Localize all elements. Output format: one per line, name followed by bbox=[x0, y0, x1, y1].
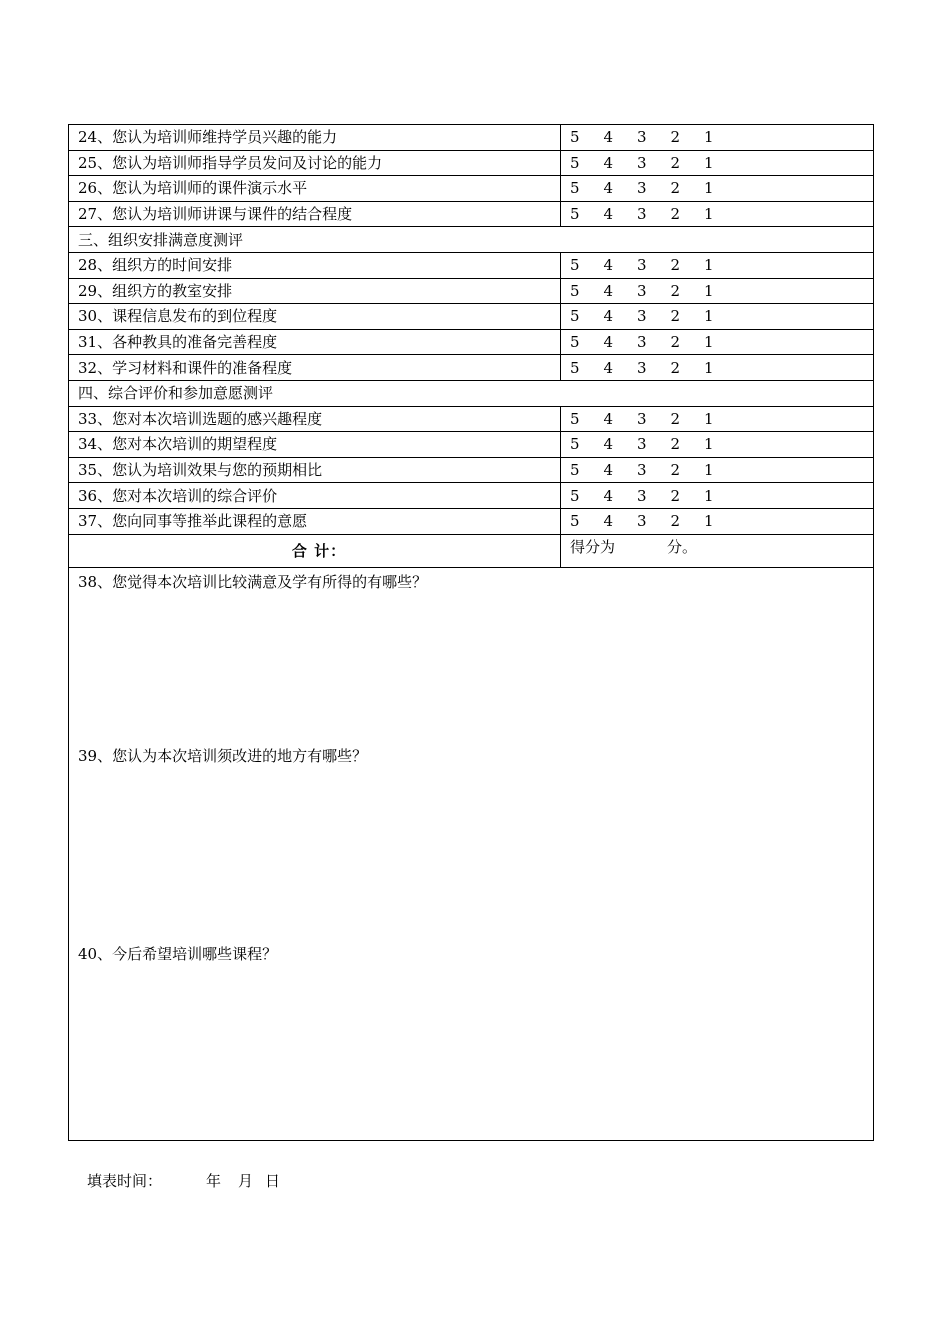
score-3[interactable]: 3 bbox=[637, 358, 647, 377]
year-label: 年 bbox=[206, 1172, 222, 1190]
score-2[interactable]: 2 bbox=[670, 128, 681, 147]
score-5[interactable]: 5 bbox=[570, 409, 580, 428]
score-3[interactable]: 3 bbox=[637, 128, 647, 147]
month-label: 月 bbox=[238, 1172, 254, 1190]
question-text: 32、学习材料和课件的准备程度 bbox=[69, 355, 561, 381]
score-5[interactable]: 5 bbox=[570, 486, 580, 505]
score-5[interactable]: 5 bbox=[570, 281, 580, 300]
section-header-row bbox=[69, 227, 874, 253]
score-options[interactable] bbox=[561, 329, 874, 355]
score-options[interactable] bbox=[561, 508, 874, 534]
question-text: 31、各种教具的准备完善程度 bbox=[69, 329, 561, 355]
score-5[interactable]: 5 bbox=[570, 461, 580, 480]
question-row bbox=[69, 252, 874, 278]
question-text: 26、您认为培训师的课件演示水平 bbox=[69, 176, 561, 202]
score-4[interactable]: 4 bbox=[603, 307, 614, 326]
question-text: 24、您认为培训师维持学员兴趣的能力 bbox=[69, 125, 561, 151]
question-row bbox=[69, 125, 874, 151]
score-options[interactable] bbox=[561, 457, 874, 483]
open-question-40: 40、今后希望培训哪些课程？ bbox=[78, 944, 278, 963]
score-3[interactable]: 3 bbox=[637, 205, 647, 224]
question-text: 36、您对本次培训的综合评价 bbox=[69, 483, 561, 509]
score-5[interactable]: 5 bbox=[570, 153, 580, 172]
total-row bbox=[69, 534, 874, 567]
score-2[interactable]: 2 bbox=[670, 179, 681, 198]
score-5[interactable]: 5 bbox=[570, 512, 580, 531]
score-options[interactable] bbox=[561, 176, 874, 202]
score-3[interactable]: 3 bbox=[637, 307, 647, 326]
question-text: 30、课程信息发布的到位程度 bbox=[69, 304, 561, 330]
score-3[interactable]: 3 bbox=[637, 179, 647, 198]
score-4[interactable]: 4 bbox=[603, 153, 614, 172]
question-text: 28、组织方的时间安排 bbox=[69, 252, 561, 278]
score-5[interactable]: 5 bbox=[570, 435, 580, 454]
score-4[interactable]: 4 bbox=[603, 179, 614, 198]
question-row bbox=[69, 432, 874, 458]
score-4[interactable]: 4 bbox=[603, 205, 614, 224]
score-2[interactable]: 2 bbox=[670, 512, 681, 531]
score-1[interactable]: 1 bbox=[704, 435, 714, 454]
score-options[interactable] bbox=[561, 304, 874, 330]
score-4[interactable]: 4 bbox=[603, 461, 614, 480]
score-2[interactable]: 2 bbox=[670, 153, 681, 172]
score-5[interactable]: 5 bbox=[570, 333, 580, 352]
section-header-overall: 四、综合评价和参加意愿测评 bbox=[69, 380, 874, 406]
score-options[interactable] bbox=[561, 150, 874, 176]
total-score-cell[interactable] bbox=[561, 534, 874, 567]
question-row bbox=[69, 201, 874, 227]
score-4[interactable]: 4 bbox=[603, 409, 614, 428]
score-3[interactable]: 3 bbox=[637, 512, 647, 531]
score-4[interactable]: 4 bbox=[603, 512, 614, 531]
question-text: 25、您认为培训师指导学员发问及讨论的能力 bbox=[69, 150, 561, 176]
question-text: 34、您对本次培训的期望程度 bbox=[69, 432, 561, 458]
question-text: 27、您认为培训师讲课与课件的结合程度 bbox=[69, 201, 561, 227]
fill-date-label: 填表时间： bbox=[87, 1172, 163, 1190]
score-5[interactable]: 5 bbox=[570, 358, 580, 377]
score-4[interactable]: 4 bbox=[603, 128, 614, 147]
score-options[interactable] bbox=[561, 125, 874, 151]
score-2[interactable]: 2 bbox=[670, 461, 681, 480]
score-1[interactable]: 1 bbox=[704, 307, 714, 326]
score-1[interactable]: 1 bbox=[704, 205, 714, 224]
score-2[interactable]: 2 bbox=[670, 281, 681, 300]
score-1[interactable]: 1 bbox=[704, 128, 714, 147]
score-4[interactable]: 4 bbox=[603, 486, 614, 505]
score-options[interactable] bbox=[561, 201, 874, 227]
score-3[interactable]: 3 bbox=[637, 435, 647, 454]
score-options[interactable] bbox=[561, 355, 874, 381]
question-row bbox=[69, 278, 874, 304]
question-row bbox=[69, 304, 874, 330]
question-row bbox=[69, 329, 874, 355]
total-score-prefix: 得分为 bbox=[570, 537, 616, 556]
question-text: 37、您向同事等推举此课程的意愿 bbox=[69, 508, 561, 534]
total-score-suffix: 分。 bbox=[667, 537, 698, 556]
score-3[interactable]: 3 bbox=[637, 461, 647, 480]
score-5[interactable]: 5 bbox=[570, 179, 580, 198]
score-options[interactable] bbox=[561, 406, 874, 432]
score-2[interactable]: 2 bbox=[670, 333, 681, 352]
score-1[interactable]: 1 bbox=[704, 512, 714, 531]
score-1[interactable]: 1 bbox=[704, 281, 714, 300]
score-2[interactable]: 2 bbox=[670, 256, 681, 275]
score-3[interactable]: 3 bbox=[637, 153, 647, 172]
score-2[interactable]: 2 bbox=[670, 409, 681, 428]
score-3[interactable]: 3 bbox=[637, 333, 647, 352]
score-1[interactable]: 1 bbox=[704, 333, 714, 352]
section-header-organization: 三、组织安排满意度测评 bbox=[69, 227, 874, 253]
score-4[interactable]: 4 bbox=[603, 256, 614, 275]
score-5[interactable]: 5 bbox=[570, 128, 580, 147]
question-text: 35、您认为培训效果与您的预期相比 bbox=[69, 457, 561, 483]
total-label: 合 计： bbox=[69, 534, 561, 567]
score-2[interactable]: 2 bbox=[670, 486, 681, 505]
question-text: 29、组织方的教室安排 bbox=[69, 278, 561, 304]
score-5[interactable]: 5 bbox=[570, 307, 580, 326]
score-2[interactable]: 2 bbox=[670, 307, 681, 326]
question-row bbox=[69, 508, 874, 534]
question-row bbox=[69, 176, 874, 202]
score-options[interactable] bbox=[561, 252, 874, 278]
section-header-row bbox=[69, 380, 874, 406]
score-4[interactable]: 4 bbox=[603, 333, 614, 352]
score-4[interactable]: 4 bbox=[603, 281, 614, 300]
score-1[interactable]: 1 bbox=[704, 256, 714, 275]
question-row bbox=[69, 483, 874, 509]
open-questions-row bbox=[69, 567, 874, 1140]
score-options[interactable] bbox=[561, 432, 874, 458]
open-questions-area[interactable] bbox=[69, 567, 874, 1140]
score-1[interactable]: 1 bbox=[704, 409, 714, 428]
open-question-38: 38、您觉得本次培训比较满意及学有所得的有哪些？ bbox=[78, 572, 428, 591]
score-1[interactable]: 1 bbox=[704, 358, 714, 377]
score-3[interactable]: 3 bbox=[637, 486, 647, 505]
score-1[interactable]: 1 bbox=[704, 486, 714, 505]
question-row bbox=[69, 457, 874, 483]
score-3[interactable]: 3 bbox=[637, 281, 647, 300]
question-row bbox=[69, 406, 874, 432]
score-1[interactable]: 1 bbox=[704, 461, 714, 480]
fill-date-line bbox=[87, 1169, 280, 1193]
score-1[interactable]: 1 bbox=[704, 179, 714, 198]
score-5[interactable]: 5 bbox=[570, 205, 580, 224]
score-4[interactable]: 4 bbox=[603, 435, 614, 454]
score-options[interactable] bbox=[561, 483, 874, 509]
question-text: 33、您对本次培训选题的感兴趣程度 bbox=[69, 406, 561, 432]
score-1[interactable]: 1 bbox=[704, 153, 714, 172]
question-row bbox=[69, 355, 874, 381]
score-options[interactable] bbox=[561, 278, 874, 304]
day-label: 日 bbox=[265, 1172, 281, 1190]
score-4[interactable]: 4 bbox=[603, 358, 614, 377]
score-3[interactable]: 3 bbox=[637, 256, 647, 275]
question-row bbox=[69, 150, 874, 176]
score-2[interactable]: 2 bbox=[670, 435, 681, 454]
score-5[interactable]: 5 bbox=[570, 256, 580, 275]
score-3[interactable]: 3 bbox=[637, 409, 647, 428]
evaluation-table bbox=[68, 124, 874, 1141]
open-question-39: 39、您认为本次培训须改进的地方有哪些？ bbox=[78, 746, 368, 765]
score-2[interactable]: 2 bbox=[670, 205, 681, 224]
score-2[interactable]: 2 bbox=[670, 358, 681, 377]
